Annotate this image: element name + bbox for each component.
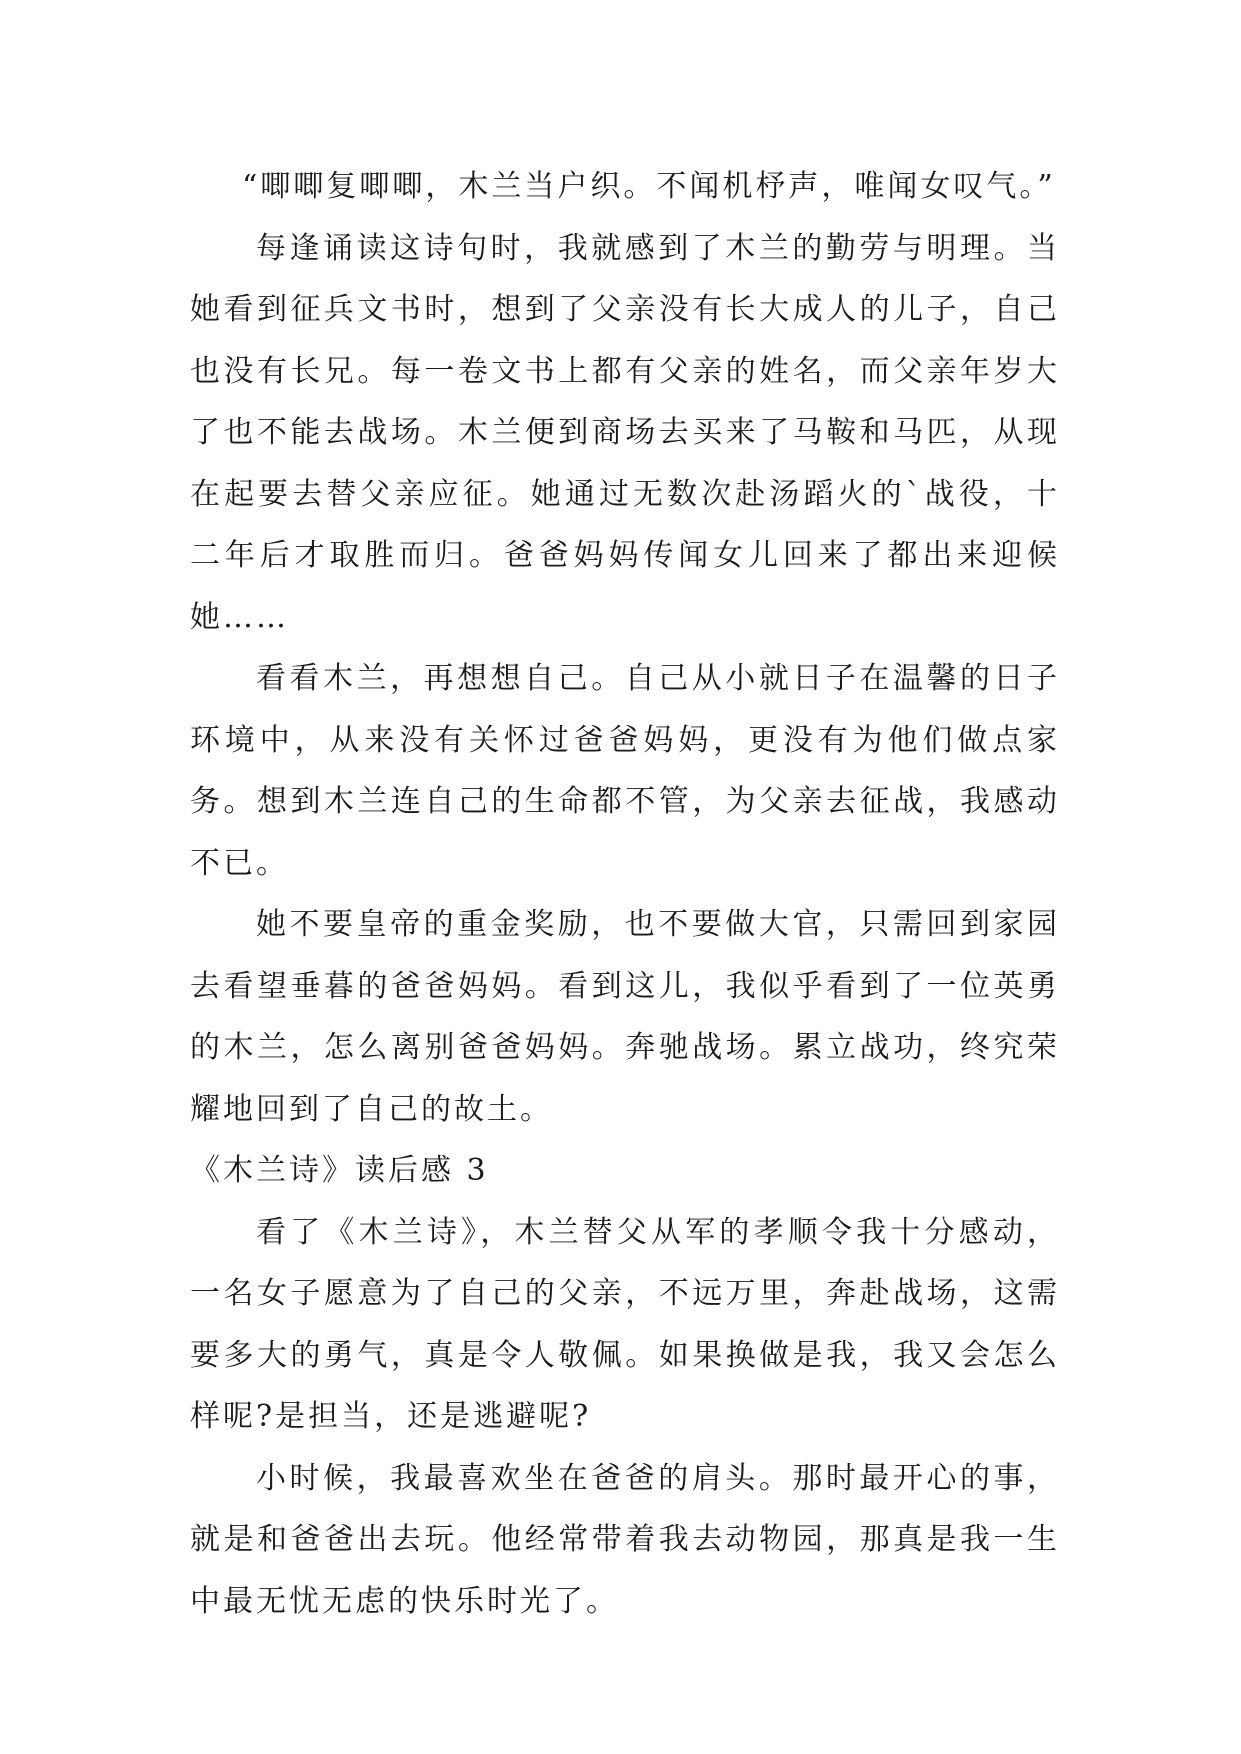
document-body (190, 156, 1060, 1632)
body-paragraph: 她不要皇帝的重金奖励，也不要做大官，只需回到家园去看望垂暮的爸爸妈妈。看到这儿，我似乎看到了一位英勇的木兰，怎么离别爸爸妈妈。奔驰战场。累立战功，终究荣耀地回到了自己的故土。 (190, 907, 1060, 1127)
body-paragraph: 看了《木兰诗》，木兰替父从军的孝顺令我十分感动，一名女子愿意为了自己的父亲，不远万里，奔赴战场，这需要多大的勇气，真是令人敬佩。如果换做是我，我又会怎么样呢?是担当，还是逃避呢? (190, 1214, 1060, 1434)
body-paragraph: 小时候，我最喜欢坐在爸爸的肩头。那时最开心的事，就是和爸爸出去玩。他经常带着我去动物园，那真是我一生中最无忧无虑的快乐时光了。 (190, 1460, 1060, 1619)
poem-quote-paragraph: “唧唧复唧唧，木兰当户织。不闻机杼声，唯闻女叹气。” (242, 169, 1056, 204)
body-paragraph: 看看木兰，再想想自己。自己从小就日子在温馨的日子环境中，从来没有关怀过爸爸妈妈，更没有为他们做点家务。想到木兰连自己的生命都不管，为父亲去征战，我感动不已。 (190, 661, 1060, 881)
body-paragraph: 每逢诵读这诗句时，我就感到了木兰的勤劳与明理。当她看到征兵文书时，想到了父亲没有长大成人的儿子，自己也没有长兄。每一卷文书上都有父亲的姓名，而父亲年岁大了也不能去战场。木兰便到商场去买来了马鞍和马匹，从现在起要去替父亲应征。她通过无数次赴汤蹈火的`战役，十二年后才取胜而归。爸爸妈妈传闻女儿回来了都出来迎候她…… (190, 230, 1060, 635)
section-heading: 《木兰诗》读后感 3 (190, 1153, 489, 1188)
